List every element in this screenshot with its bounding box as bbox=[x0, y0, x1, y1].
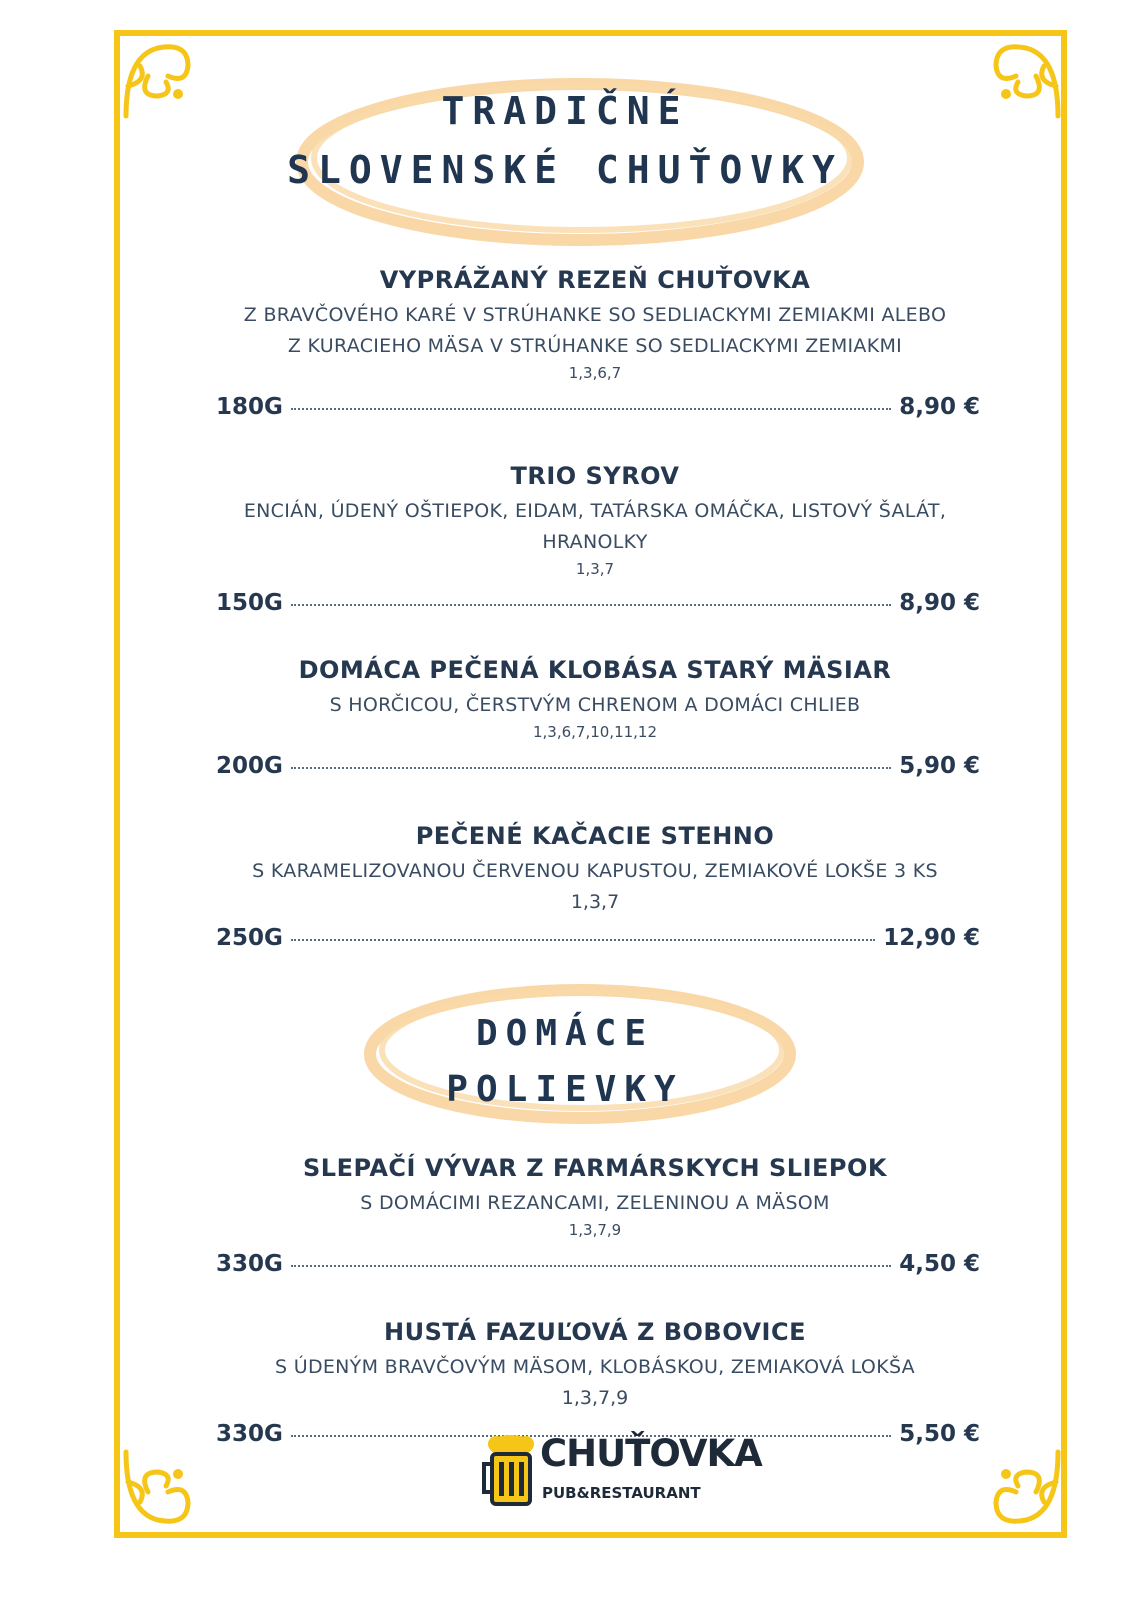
item-description bbox=[200, 496, 990, 558]
section-heading-traditional bbox=[0, 70, 1130, 250]
item-weight: 330G bbox=[216, 1421, 283, 1447]
dot-leader bbox=[291, 1265, 891, 1267]
item-description bbox=[200, 1188, 990, 1219]
item-allergens: 1,3,7,9 bbox=[561, 1387, 629, 1409]
item-name: PEČENÉ KAČACIE STEHNO bbox=[415, 822, 775, 850]
price-row bbox=[200, 394, 990, 420]
item-allergens: 1,3,7 bbox=[570, 891, 620, 913]
dot-leader bbox=[291, 408, 891, 410]
item-price: 4,50 € bbox=[899, 1251, 980, 1277]
item-name: TRIO SYROV bbox=[510, 462, 680, 490]
section-heading-soups bbox=[0, 978, 1130, 1138]
section-title-line2: SLOVENSKÉ CHUŤOVKY bbox=[287, 147, 843, 192]
menu-item bbox=[200, 462, 990, 616]
beer-mug-icon bbox=[482, 1432, 540, 1508]
item-description-line: Z BRAVČOVÉHO KARÉ V STRÚHANKE SO SEDLIACKYMI ZEMIAKMI ALEBO bbox=[243, 304, 947, 326]
menu-item bbox=[200, 266, 990, 420]
logo-subtitle: PUB&RESTAURANT bbox=[542, 1484, 701, 1502]
price-row bbox=[200, 753, 990, 779]
item-description-line: ENCIÁN, ÚDENÝ OŠTIEPOK, EIDAM, TATÁRSKA OMÁČKA, LISTOVÝ ŠALÁT, bbox=[243, 500, 947, 522]
item-price: 5,90 € bbox=[899, 753, 980, 779]
item-allergens: 1,3,7 bbox=[575, 560, 615, 578]
item-weight: 180G bbox=[216, 394, 283, 420]
item-allergens: 1,3,6,7,10,11,12 bbox=[532, 723, 658, 741]
item-description bbox=[200, 1352, 990, 1383]
item-allergens: 1,3,7,9 bbox=[568, 1221, 622, 1239]
item-weight: 330G bbox=[216, 1251, 283, 1277]
logo-name: CHUŤOVKA bbox=[540, 1432, 762, 1475]
section-title bbox=[0, 70, 1130, 200]
item-name: HUSTÁ FAZUĽOVÁ Z BOBOVICE bbox=[384, 1318, 806, 1346]
item-description-line: S ÚDENÝM BRAVČOVÝM MÄSOM, KLOBÁSKOU, ZEMIAKOVÁ LOKŠA bbox=[275, 1356, 915, 1378]
menu-item bbox=[200, 822, 990, 951]
section-title-line1: TRADIČNÉ bbox=[441, 89, 689, 133]
item-name: VYPRÁŽANÝ REZEŇ CHUŤOVKA bbox=[379, 266, 811, 294]
menu-item bbox=[200, 1318, 990, 1447]
item-price: 5,50 € bbox=[899, 1421, 980, 1447]
dot-leader bbox=[291, 767, 891, 769]
corner-ornament-bottom-right bbox=[976, 1442, 1066, 1532]
item-price: 8,90 € bbox=[899, 394, 980, 420]
item-price: 12,90 € bbox=[883, 925, 980, 951]
item-weight: 150G bbox=[216, 590, 283, 616]
dot-leader bbox=[291, 604, 891, 606]
item-weight: 250G bbox=[216, 925, 283, 951]
section-title bbox=[0, 978, 1130, 1118]
item-description bbox=[200, 690, 990, 721]
item-description-line: S KARAMELIZOVANOU ČERVENOU KAPUSTOU, ZEMIAKOVÉ LOKŠE 3 KS bbox=[252, 860, 938, 882]
menu-item bbox=[200, 1154, 990, 1277]
item-description-line: Z KURACIEHO MÄSA V STRÚHANKE SO SEDLIACKYMI ZEMIAKMI bbox=[287, 335, 903, 357]
item-name: DOMÁCA PEČENÁ KLOBÁSA STARÝ MÄSIAR bbox=[298, 656, 892, 684]
section-title-line2: POLIEVKY bbox=[446, 1068, 684, 1110]
dot-leader bbox=[291, 939, 875, 941]
item-name: SLEPAČÍ VÝVAR Z FARMÁRSKYCH SLIEPOK bbox=[303, 1154, 887, 1182]
item-description-line: S DOMÁCIMI REZANCAMI, ZELENINOU A MÄSOM bbox=[360, 1192, 830, 1214]
restaurant-logo bbox=[482, 1430, 762, 1510]
menu-frame bbox=[114, 30, 1067, 1538]
item-description bbox=[200, 300, 990, 362]
item-description-line: S HORČICOU, ČERSTVÝM CHRENOM A DOMÁCI CHLIEB bbox=[329, 694, 861, 716]
price-row bbox=[200, 1251, 990, 1277]
item-description bbox=[200, 856, 990, 887]
price-row bbox=[200, 925, 990, 951]
section-title-line1: DOMÁCE bbox=[475, 1013, 655, 1054]
item-allergens: 1,3,6,7 bbox=[568, 364, 622, 382]
menu-item bbox=[200, 656, 990, 779]
corner-ornament-bottom-left bbox=[118, 1442, 208, 1532]
price-row bbox=[200, 590, 990, 616]
item-description-line: HRANOLKY bbox=[542, 531, 648, 553]
item-weight: 200G bbox=[216, 753, 283, 779]
item-price: 8,90 € bbox=[899, 590, 980, 616]
